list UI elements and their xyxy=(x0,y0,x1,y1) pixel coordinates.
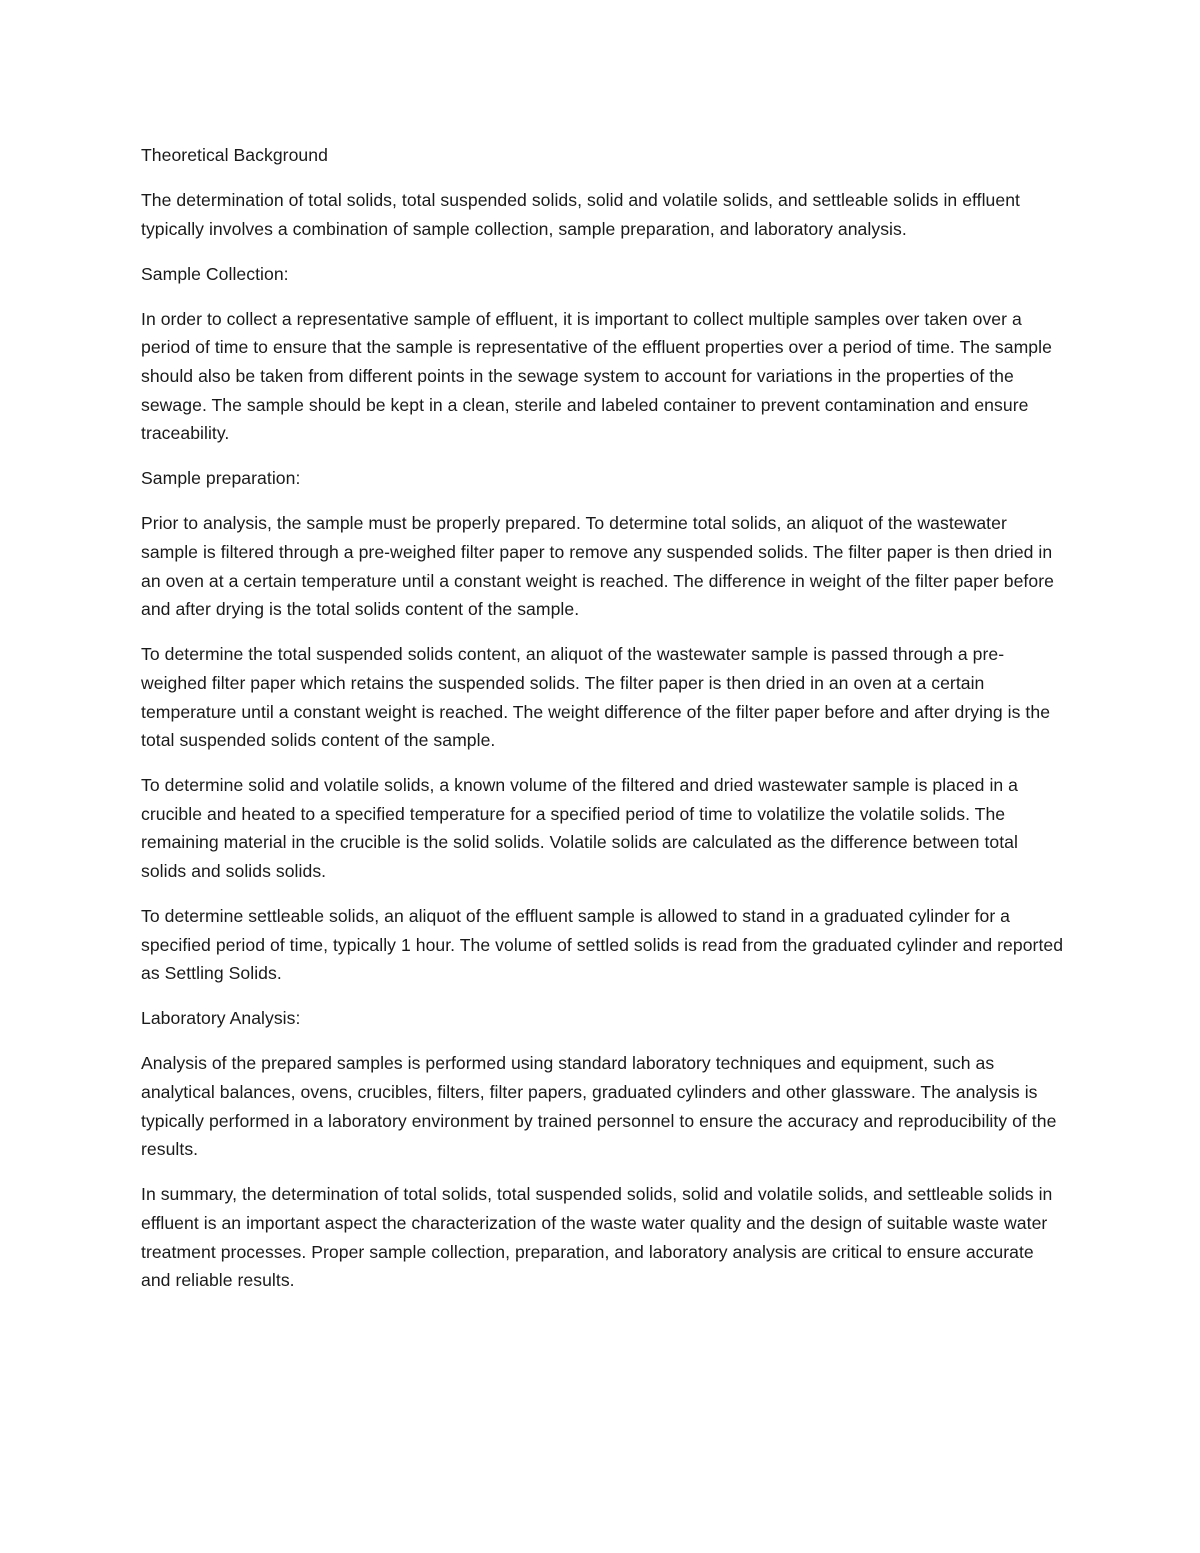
intro-paragraph: The determination of total solids, total suspended solids, solid and volatile solids, and settleable solids in effluent typically involves a combination of sample collection, sample preparation, and laboratory analysis. xyxy=(141,190,1020,239)
summary-paragraph: In summary, the determination of total solids, total suspended solids, solid and volatile solids, and settleable solids in effluent is an important aspect the characterization of the waste water quality and the design of suitable waste water treatment processes. Proper sample collection, preparation, and laboratory analysis are critical to ensure accurate and reliable results. xyxy=(141,1184,1053,1291)
total-suspended-solids-paragraph: To determine the total suspended solids content, an aliquot of the wastewater sample is passed through a pre-weighed filter paper which retains the suspended solids. The filter paper is then dried in an oven at a certain temperature until a constant weight is reached. The weight difference of the filter paper before and after drying is the total suspended solids content of the sample. xyxy=(141,644,1051,751)
section-heading-sample-preparation: Sample preparation: xyxy=(141,468,301,489)
section-heading-sample-collection: Sample Collection: xyxy=(141,263,289,284)
settleable-solids-paragraph: To determine settleable solids, an aliquot of the effluent sample is allowed to stand in a graduated cylinder for a specified period of time, typically 1 hour. The volume of settled solids is read from the graduated cylinder and reported as Settling Solids. xyxy=(141,906,1064,984)
volatile-solids-paragraph: To determine solid and volatile solids, a known volume of the filtered and dried wastewater sample is placed in a crucible and heated to a specified temperature for a specified period of time to volatilize the volatile solids. The remaining material in the crucible is the solid solids. Volatile solids are calculated as the difference between total solids and solids solids. xyxy=(141,775,1019,881)
total-solids-paragraph: Prior to analysis, the sample must be properly prepared. To determine total solids, an aliquot of the wastewater sample is filtered through a pre-weighed filter paper to remove any suspended solids. The filter paper is then dried in an oven at a certain temperature until a constant weight is reached. The difference in weight of the filter paper before and after drying is the total solids content of the sample. xyxy=(141,513,1054,620)
document-title: Theoretical Background xyxy=(141,145,328,165)
section-heading-laboratory-analysis: Laboratory Analysis: xyxy=(141,1008,301,1029)
laboratory-analysis-paragraph: Analysis of the prepared samples is performed using standard laboratory techniques and equipment, such as analytical balances, ovens, crucibles, filters, filter papers, graduated cylinders and other glassware. The analysis is typically performed in a laboratory environment by trained personnel to ensure the accuracy and reproducibility of the results. xyxy=(141,1053,1057,1160)
sample-collection-paragraph: In order to collect a representative sample of effluent, it is important to collect multiple samples over taken over a period of time to ensure that the sample is representative of the effluent properties over a period of time. The sample should also be taken from different points in the sewage system to account for variations in the properties of the sewage. The sample should be kept in a clean, sterile and labeled container to prevent contamination and ensure traceability. xyxy=(141,308,1052,444)
document-body xyxy=(141,141,1066,1311)
